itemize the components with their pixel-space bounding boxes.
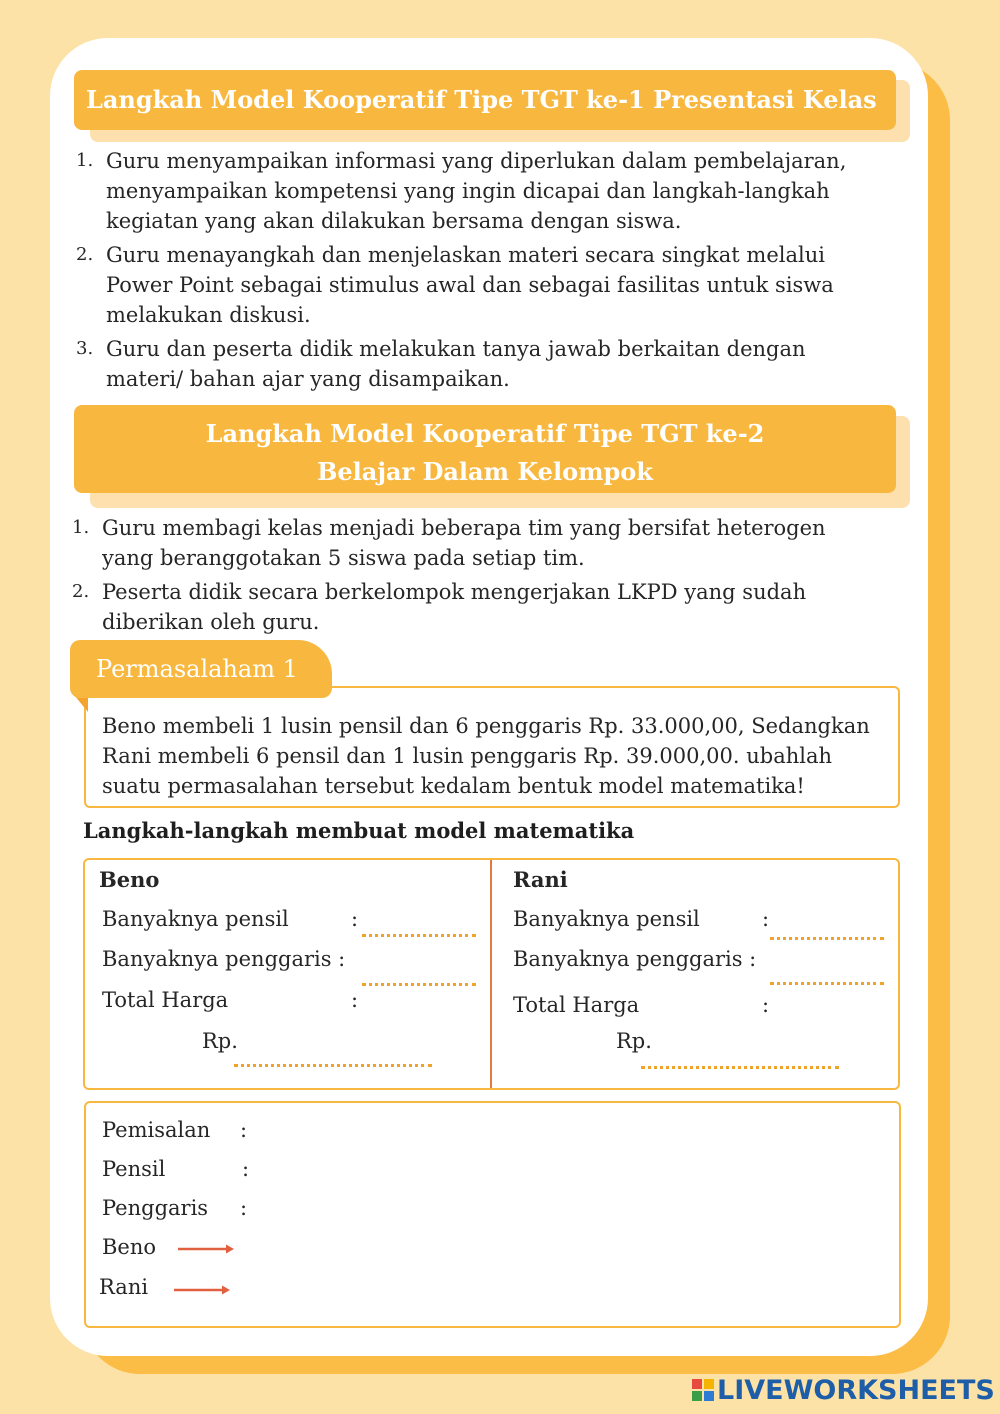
rani-total-colon: :: [762, 993, 770, 1017]
beno-total-answer[interactable]: [234, 1064, 432, 1067]
table-divider: [490, 860, 492, 1088]
liveworksheets-brand[interactable]: [692, 1374, 995, 1406]
beno-rp-label: Rp.: [202, 1029, 238, 1053]
step-line: materi/ bahan ajar yang disampaikan.: [106, 367, 510, 391]
step-line: Power Point sebagai stimulus awal dan sebagai fasilitas untuk siswa: [106, 273, 834, 297]
rani-penggaris-answer[interactable]: [770, 982, 884, 985]
beno-penggaris-answer[interactable]: [362, 983, 476, 986]
beno-label: Beno: [102, 1235, 157, 1259]
step-line: Guru menyampaikan informasi yang diperlukan dalam pembelajaran,: [106, 149, 847, 173]
pensil-colon: :: [242, 1157, 250, 1181]
problem-line: Beno membeli 1 lusin pensil dan 6 penggaris Rp. 33.000,00, Sedangkan: [102, 714, 870, 738]
section2-title: [74, 405, 896, 493]
pensil-label: Pensil: [102, 1157, 166, 1181]
rani-header: Rani: [513, 867, 568, 892]
beno-total-label: Total Harga: [102, 988, 229, 1012]
brand-name: LIVEWORKSHEETS: [717, 1374, 995, 1406]
beno-pensil-answer[interactable]: [362, 934, 476, 937]
step-line: Guru dan peserta didik melakukan tanya jawab berkaitan dengan: [106, 337, 806, 361]
section2-steps: [72, 513, 900, 641]
step-number: 2.: [76, 244, 94, 265]
list-item: [72, 513, 900, 573]
arrow-right-icon: [174, 1284, 230, 1296]
rani-pensil-colon: :: [762, 907, 770, 931]
beno-header: Beno: [99, 867, 160, 892]
steps-title: Langkah-langkah membuat model matematika: [83, 818, 635, 843]
step-line: menyampaikan kompetensi yang ingin dicapai dan langkah-langkah: [106, 179, 830, 203]
step-line: Guru menayangkah dan menjelaskan materi secara singkat melalui: [106, 243, 825, 267]
beno-penggaris-label: Banyaknya penggaris :: [102, 947, 346, 971]
penggaris-label: Penggaris: [102, 1196, 209, 1220]
section1-steps: [76, 146, 904, 398]
step-number: 2.: [72, 581, 90, 602]
step-line: melakukan diskusi.: [106, 303, 311, 327]
step-line: Peserta didik secara berkelompok mengerjakan LKPD yang sudah: [102, 580, 807, 604]
liveworksheets-logo-icon: [692, 1379, 714, 1401]
penggaris-colon: :: [240, 1196, 248, 1220]
beno-total-colon: :: [351, 988, 359, 1012]
section2-title-line1: Langkah Model Kooperatif Tipe TGT ke-2: [205, 419, 765, 448]
rani-pensil-answer[interactable]: [770, 937, 884, 940]
step-line: Guru membagi kelas menjadi beberapa tim yang bersifat heterogen: [102, 516, 826, 540]
step-number: 1.: [72, 517, 90, 538]
list-item: [76, 146, 904, 236]
rani-rp-label: Rp.: [616, 1029, 652, 1053]
pemisalan-label: Pemisalan: [102, 1118, 211, 1142]
rani-pensil-label: Banyaknya pensil: [513, 907, 700, 931]
step-number: 3.: [76, 338, 94, 359]
pemisalan-colon: :: [240, 1118, 248, 1142]
step-number: 1.: [76, 150, 94, 171]
list-item: [72, 577, 900, 637]
problem-tab: Permasalaham 1: [70, 640, 332, 698]
section2-title-line2: Belajar Dalam Kelompok: [317, 457, 653, 486]
problem-text: [102, 711, 902, 801]
section1-title: Langkah Model Kooperatif Tipe TGT ke-1 Presentasi Kelas: [74, 70, 896, 130]
step-line: kegiatan yang akan dilakukan bersama dengan siswa.: [106, 209, 682, 233]
rani-total-answer[interactable]: [641, 1066, 839, 1069]
rani-penggaris-label: Banyaknya penggaris :: [513, 947, 757, 971]
beno-pensil-colon: :: [351, 907, 359, 931]
arrow-right-icon: [178, 1243, 234, 1255]
beno-pensil-label: Banyaknya pensil: [102, 907, 289, 931]
rani-label: Rani: [99, 1275, 149, 1299]
list-item: [76, 240, 904, 330]
step-line: yang beranggotakan 5 siswa pada setiap tim.: [102, 546, 585, 570]
list-item: [76, 334, 904, 394]
rani-total-label: Total Harga: [513, 993, 640, 1017]
step-line: diberikan oleh guru.: [102, 610, 320, 634]
problem-line: suatu permasalahan tersebut kedalam bentuk model matematika!: [102, 774, 805, 798]
problem-line: Rani membeli 6 pensil dan 1 lusin penggaris Rp. 39.000,00. ubahlah: [102, 744, 833, 768]
